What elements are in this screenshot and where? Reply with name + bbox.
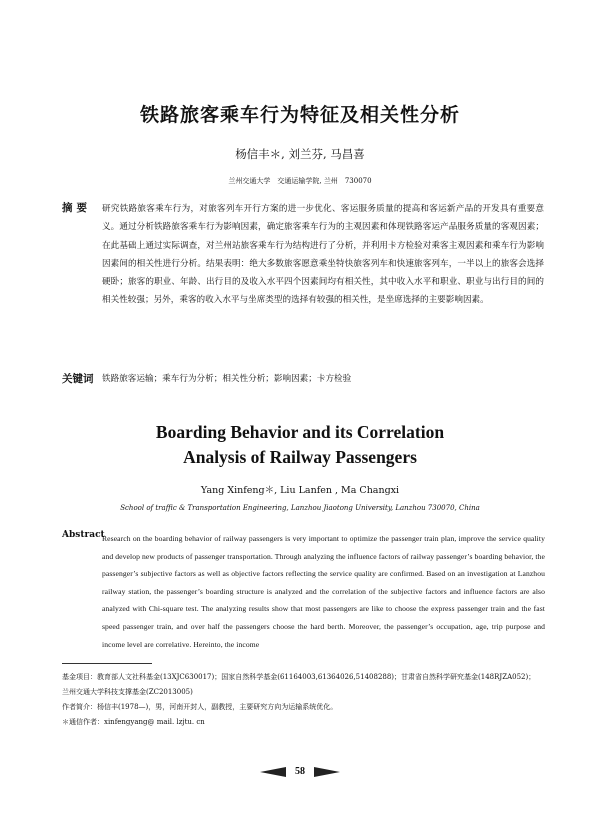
chinese-authors: 杨信丰＊, 刘兰芬, 马昌喜 [235,147,365,161]
chinese-keywords-text: 铁路旅客运输；乘车行为分析；相关性分析；影响因素；卡方检验 [102,374,352,384]
page-number: 58 [295,766,305,777]
chinese-keywords-label: 关键词 [62,373,94,385]
chinese-keywords [62,370,544,390]
english-title-line1: Boarding Behavior and its Correlation [155,422,445,442]
footnote-funding: 基金项目：教育部人文社科基金(13XJC630017)；国家自然科学基金(61164003,61364026,51408288)；甘肃省自然科学研究基金(148RJZA052)；兰州交通大学科技支撑基金(ZC2013005) [62,673,536,696]
footnote-author-bio: 作者简介：杨信丰(1978—)，男，河南开封人，副教授，主要研究方向为运输系统优化。 [62,703,338,711]
english-affiliation: School of traffic & Transportation Engineering, Lanzhou Jiaotong University, Lanzhou 730070, China [120,504,480,512]
footnote-divider [62,663,152,664]
chinese-abstract [62,200,544,378]
chinese-title: 铁路旅客乘车行为特征及相关性分析 [139,104,460,126]
english-abstract-text: Research on the boarding behavior of railway passengers is very important to optimize the passenger train plan, improve the service quality and develop new products of passenger transportation. Through analyzing the influence factors of railway passenger’s boarding behavior, the passenger’s subjective factors as well as objective factors reflecting the service quality are confirmed. Based on an investigation at Lanzhou railway station, the passenger’s boarding structure is analyzed and the correlation of the subjective factors and influence factors are also analyzed with Chi-square test. The analyzing results show that most passengers are like to choose the express passenger train and the fast speed passenger train, and over half the passengers choose the hard berth. Moreover, the passenger’s occupation, age, trip purpose and income level are correlative. Hereinto, the income [102,534,545,649]
chinese-abstract-label: 摘要 [62,202,91,214]
chinese-affiliation: 兰州交通大学 交通运输学院, 兰州 730070 [228,177,372,185]
right-ornament-icon [314,767,340,777]
english-authors: Yang Xinfeng＊, Liu Lanfen , Ma Changxi [200,485,400,496]
footnotes [62,670,542,730]
english-abstract [62,530,544,660]
english-title-line2: Analysis of Railway Passengers [183,447,417,467]
english-abstract-label: Abstract [62,530,105,540]
footnote-contact: ＊通信作者：xinfengyang@ mail. lzjtu. cn [62,718,205,726]
english-title [0,420,600,470]
page-number-footer [0,766,600,777]
left-ornament-icon [260,767,286,777]
chinese-abstract-text: 研究铁路旅客乘车行为，对旅客列车开行方案的进一步优化、客运服务质量的提高和客运新产品的开发具有重要意义。通过分析铁路旅客乘车行为影响因素，确定旅客乘车行为的主观因素和体现铁路客运产品服务质量的客观因素；在此基础上通过实际调查，对兰州站旅客乘车行为结构进行了分析，并利用卡方检验对乘客主观因素和乘车行为影响因素间的相关性进行分析。结果表明：绝大多数旅客愿意乘坐特快旅客列车和快速旅客列车，一半以上的旅客会选择硬卧；旅客的职业、年龄、出行目的及收入水平四个因素间均有相关性，其中收入水平和职业、职业与出行目的间的相关性较强；另外，乘客的收入水平与坐席类型的选择有较强的相关性，是坐席选择的主要影响因素。 [102,204,544,306]
